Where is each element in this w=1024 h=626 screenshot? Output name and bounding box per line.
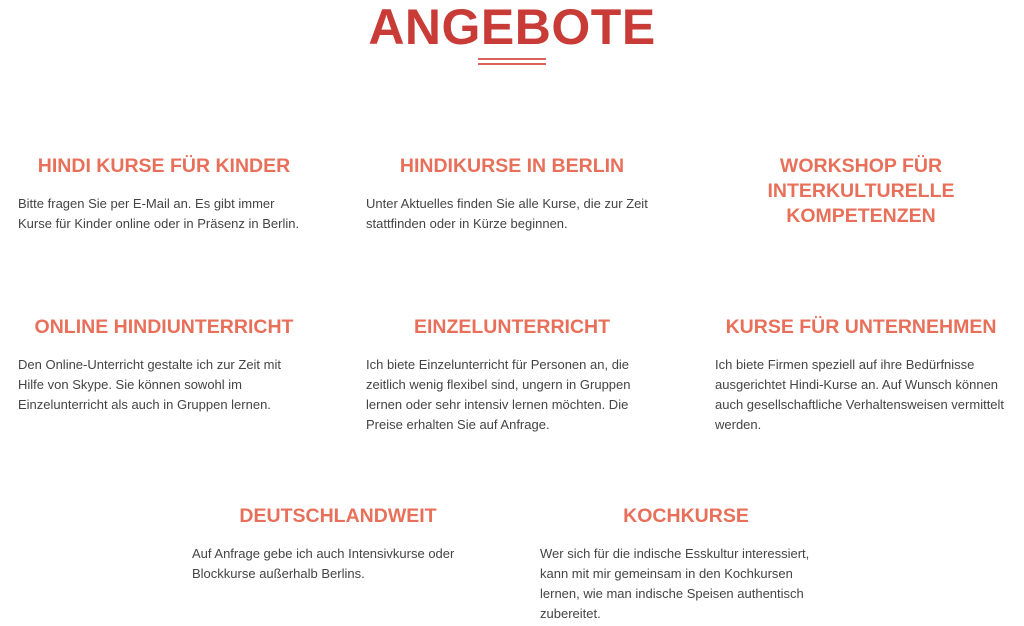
offer-text: Bitte fragen Sie per E-Mail an. Es gibt immer Kurse für Kinder online oder in Präsenz in Berlin. bbox=[18, 196, 300, 231]
offer-title: EINZELUNTERRICHT bbox=[413, 316, 611, 338]
offer-title: HINDI KURSE FÜR KINDER bbox=[37, 155, 291, 177]
title-underline-bottom bbox=[478, 63, 546, 65]
offer-online-hindiunterricht bbox=[18, 315, 310, 415]
offer-title: HINDIKURSE IN BERLIN bbox=[399, 155, 625, 177]
offer-text: Den Online-Unterricht gestalte ich zur Zeit mit Hilfe von Skype. Sie können sowohl im Einzelunterricht als auch in Gruppen lernen. bbox=[18, 357, 281, 412]
offer-workshop-interkulturell bbox=[715, 154, 1007, 244]
page-title: ANGEBOTE bbox=[368, 0, 656, 55]
offer-text: Auf Anfrage gebe ich auch Intensivkurse oder Blockkurse außerhalb Berlins. bbox=[192, 546, 455, 581]
title-underline-top bbox=[478, 58, 546, 60]
offer-title: KURSE FÜR UNTERNEHMEN bbox=[725, 316, 997, 338]
offer-deutschlandweit bbox=[192, 504, 484, 584]
offer-title: KOCHKURSE bbox=[623, 505, 749, 527]
offer-kurse-unternehmen bbox=[715, 315, 1007, 435]
offer-text: Ich biete Einzelunterricht für Personen an, die zeitlich wenig flexibel sind, ungern in Gruppen lernen oder sehr intensiv lernen möchten. Die Preise erhalten Sie auf Anfrage. bbox=[366, 357, 631, 432]
offer-hindikurse-berlin bbox=[366, 154, 658, 234]
offer-text: Wer sich für die indische Esskultur interessiert, kann mit mir gemeinsam in den Kochkursen lernen, wie man indische Speisen authentisch zubereitet. bbox=[540, 546, 810, 621]
offer-kochkurse bbox=[540, 504, 832, 624]
offer-einzelunterricht bbox=[366, 315, 658, 435]
offer-text: Unter Aktuelles finden Sie alle Kurse, die zur Zeit stattfinden oder in Kürze beginnen. bbox=[366, 196, 648, 231]
offer-title: WORKSHOP FÜR INTERKULTURELLE KOMPETENZEN bbox=[767, 155, 955, 227]
offer-title: DEUTSCHLANDWEIT bbox=[239, 505, 437, 527]
offer-title: ONLINE HINDIUNTERRICHT bbox=[34, 316, 294, 338]
offer-hindi-kurse-kinder bbox=[18, 154, 310, 234]
offer-text: Ich biete Firmen speziell auf ihre Bedürfnisse ausgerichtet Hindi-Kurse an. Auf Wunsch können auch gesellschaftliche Verhaltensweisen vermittelt werden. bbox=[715, 357, 1005, 432]
